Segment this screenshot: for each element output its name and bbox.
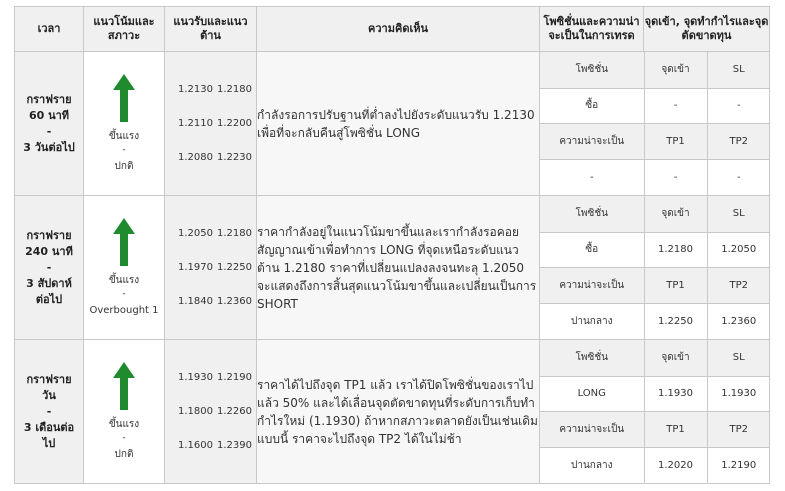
levels-cell [165,340,257,484]
period-line: กราฟราย [26,228,72,242]
position-grid [540,340,770,483]
support-level: 1.2110 [178,117,213,129]
header-row [15,7,770,52]
position-grid-cell [540,196,770,340]
period-line: ต่อไป [35,292,63,306]
grid-label: จุดเข้า [644,196,707,232]
header-position: โพซิชั่นและความน่าจะเป็นในการเทรด [540,7,644,52]
trend-cell [84,52,165,196]
table-row [15,52,770,196]
period-line: - [46,404,52,418]
resistance-level: 1.2230 [217,151,252,163]
grid-value: 1.1930 [644,376,707,411]
comment-cell: กำลังรอการปรับฐานที่ต่ำลงไปยังระดับแนวรับ 1.2130 เพื่อที่จะกลับคืนสู่โพซิชั่น LONG [257,52,540,196]
grid-value: - [540,159,644,195]
up-arrow-icon [112,218,136,266]
comment-cell: ราคาได้ไปถึงจุด TP1 แล้ว เราได้ปิดโพซิชั่นของเราไปแล้ว 50% และได้เลื่อนจุดตัดขาดทุนที่ระดับการเก็บทำกำไรใหม่ (1.1930) ถ้าหากสภาวะตลาดยังเป็นเช่นเดิมแบบนี้ ราคาจะไปถึงจุด TP2 ได้ในไม่ช้า [257,340,540,484]
trade-analysis-table [14,6,770,484]
period-cell [15,52,84,196]
header-period: เวลา [15,7,84,52]
period-line: กราฟราย [26,92,72,106]
grid-label: โพซิชั่น [540,340,644,376]
position-grid [540,196,770,339]
grid-label: TP1 [644,411,707,447]
trend-separator: - [122,288,126,299]
grid-label: SL [707,196,770,232]
grid-label: TP1 [644,267,707,303]
grid-value: ปานกลาง [540,303,644,339]
position-grid-cell [540,52,770,196]
trend-strength: ขึ้นแรง [108,418,140,430]
grid-label: จุดเข้า [644,340,707,376]
trend-separator: - [122,432,126,443]
position-grid [540,52,770,195]
resistance-level: 1.2360 [217,295,252,307]
header-trend: แนวโน้มและสภาวะ [84,7,165,52]
period-line: 3 เดือนต่อ [23,420,75,434]
support-level: 1.2050 [178,227,213,239]
trend-cell [84,340,165,484]
grid-value: 1.2190 [707,447,770,483]
support-level: 1.1930 [178,371,213,383]
grid-value: - [644,88,707,123]
grid-value: ซื้อ [540,88,644,123]
trend-condition: Overbought 1 [89,304,159,316]
period-line: ไป [42,436,56,450]
levels-cell [165,196,257,340]
grid-label: TP2 [707,123,770,159]
header-comment: ความคิดเห็น [257,7,540,52]
support-level: 1.2130 [178,83,213,95]
table-row [15,196,770,340]
grid-value: ปานกลาง [540,447,644,483]
grid-value: ซื้อ [540,232,644,267]
grid-value: 1.2020 [644,447,707,483]
grid-value: - [707,88,770,123]
period-cell [15,340,84,484]
grid-label: TP1 [644,123,707,159]
table-row [15,340,770,484]
grid-value: - [644,159,707,195]
trend-strength: ขึ้นแรง [108,274,140,286]
trend-cell [84,196,165,340]
period-line: 3 วันต่อไป [23,140,75,154]
grid-label: โพซิชั่น [540,52,644,88]
grid-value: 1.2250 [644,303,707,339]
trend-strength: ขึ้นแรง [108,130,140,142]
support-level: 1.2080 [178,151,213,163]
resistance-level: 1.2390 [217,439,252,451]
trend-condition: ปกติ [114,448,134,460]
resistance-level: 1.2250 [217,261,252,273]
grid-value: 1.2180 [644,232,707,267]
grid-label: SL [707,340,770,376]
trend-separator: - [122,144,126,155]
period-cell [15,196,84,340]
grid-value: 1.1930 [707,376,770,411]
period-line: - [46,260,52,274]
support-level: 1.1600 [178,439,213,451]
period-line: 240 นาที [25,244,73,258]
trend-condition: ปกติ [114,160,134,172]
header-levels: แนวรับและแนวต้าน [165,7,257,52]
position-grid-cell [540,340,770,484]
period-line: - [46,124,52,138]
up-arrow-icon [112,362,136,410]
grid-label: TP2 [707,411,770,447]
grid-label: TP2 [707,267,770,303]
period-line: วัน [42,388,56,402]
period-line: กราฟราย [26,372,72,386]
comment-cell: ราคากำลังอยู่ในแนวโน้มขาขึ้นและเรากำลังรอคอยสัญญาณเข้าเพื่อทำการ LONG ที่จุดเหนือระดับแนวต้าน 1.2180 ราคาที่เปลี่ยนแปลงลงจนทะลุ 1.2050 จะแสดงถึงการสิ้นสุดแนวโน้มขาขึ้นและเปลี่ยนเป็นการ SHORT [257,196,540,340]
levels-cell [165,52,257,196]
header-targets: จุดเข้า, จุดทำกำไรและจุดตัดขาดทุน [644,7,770,52]
period-line: 60 นาที [28,108,70,122]
grid-label: SL [707,52,770,88]
support-level: 1.1800 [178,405,213,417]
grid-label: ความน่าจะเป็น [540,123,644,159]
grid-value: 1.2360 [707,303,770,339]
resistance-level: 1.2180 [217,83,252,95]
period-line: 3 สัปดาห์ [26,276,72,290]
grid-value: LONG [540,376,644,411]
grid-label: ความน่าจะเป็น [540,411,644,447]
grid-value: - [707,159,770,195]
grid-label: ความน่าจะเป็น [540,267,644,303]
grid-label: โพซิชั่น [540,196,644,232]
support-level: 1.1840 [178,295,213,307]
resistance-level: 1.2190 [217,371,252,383]
grid-label: จุดเข้า [644,52,707,88]
resistance-level: 1.2260 [217,405,252,417]
resistance-level: 1.2180 [217,227,252,239]
support-level: 1.1970 [178,261,213,273]
resistance-level: 1.2200 [217,117,252,129]
grid-value: 1.2050 [707,232,770,267]
up-arrow-icon [112,74,136,122]
